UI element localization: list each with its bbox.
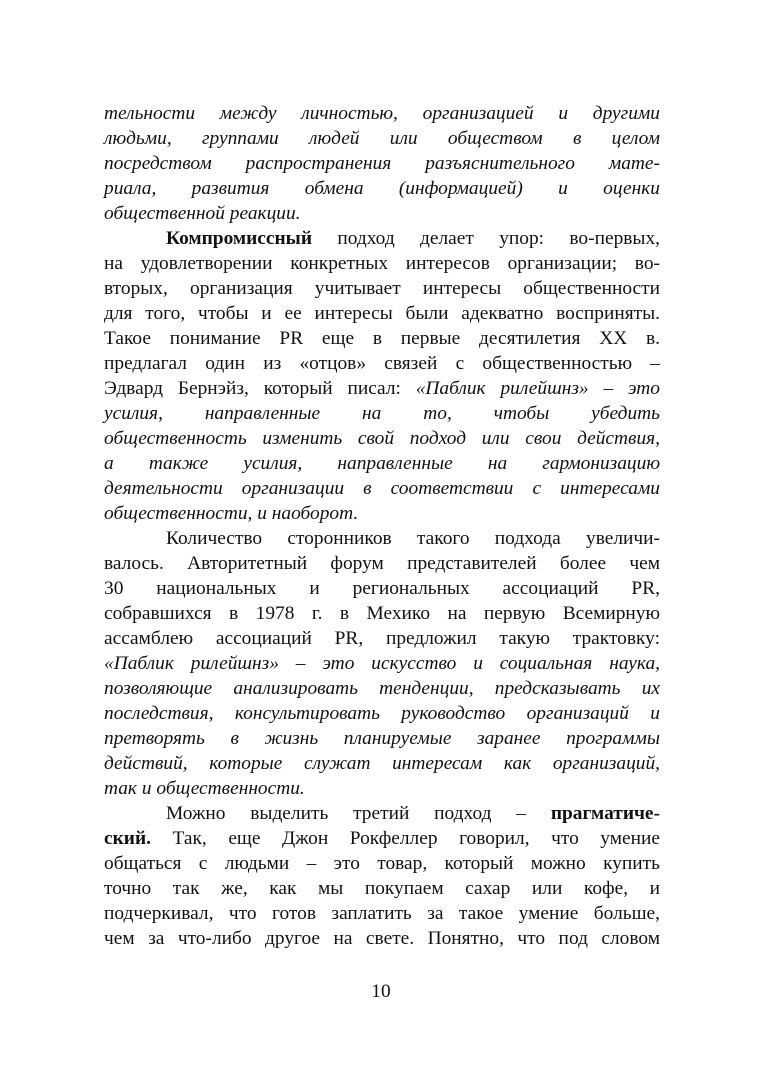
text-line xyxy=(104,826,660,851)
text-line: Количество сторонников такого подхода увеличи- xyxy=(166,528,660,549)
text-line: на удовлетворении конкретных интересов организации; во- xyxy=(104,253,660,274)
text-line: так и общественности. xyxy=(104,778,305,799)
text-line: а также усилия, направленные на гармонизацию xyxy=(104,453,660,474)
page-body xyxy=(104,101,660,951)
text-line: ассамблею ассоциаций PR, предложил такую трактовку: xyxy=(104,628,660,649)
paragraph xyxy=(104,226,660,526)
text-line: чем за что-либо другое на свете. Понятно, что под словом xyxy=(104,928,660,949)
text-line: деятельности организации в соответствии с интересами xyxy=(104,478,660,499)
text-line: последствия, консультировать руководство организаций и xyxy=(104,703,660,724)
text-line: общественности, и наоборот. xyxy=(104,503,359,524)
text-span: подход делает упор: во-первых, xyxy=(312,228,660,249)
text-line: усилия, направленные на то, чтобы убедить xyxy=(104,403,660,424)
text-line: Такое понимание PR еще в первые десятилетия XX в. xyxy=(104,328,660,349)
text-span: Эдвард Бернэйз, который писал: xyxy=(104,378,416,399)
text-line: валось. Авторитетный форум представителей более чем xyxy=(104,553,660,574)
text-line: претворять в жизнь планируемые заранее программы xyxy=(104,728,660,749)
paragraph xyxy=(104,101,660,226)
bold-term: Компромиссный xyxy=(166,228,312,249)
text-line xyxy=(104,376,660,401)
text-line: предлагал один из «отцов» связей с общественностью – xyxy=(104,353,660,374)
text-line: общественной реакции. xyxy=(104,203,301,224)
text-line: подчеркивал, что готов заплатить за такое умение больше, xyxy=(104,903,660,924)
text-line: 30 национальных и региональных ассоциаций PR, xyxy=(104,578,660,599)
bold-term: ский. xyxy=(104,828,151,849)
paragraph xyxy=(104,526,660,801)
text-span: Можно выделить третий подход – xyxy=(166,803,551,824)
text-line: общественность изменить свой подход или свои действия, xyxy=(104,428,660,449)
text-line xyxy=(104,226,660,251)
page-number: 10 xyxy=(371,981,391,1002)
text-line: для того, чтобы и ее интересы были адекватно восприняты. xyxy=(104,303,660,324)
text-line: людьми, группами людей или обществом в целом xyxy=(104,128,660,149)
text-line: тельности между личностью, организацией и другими xyxy=(104,103,660,124)
text-line: позволяющие анализировать тенденции, предсказывать их xyxy=(104,678,660,699)
paragraph xyxy=(104,801,660,951)
text-line xyxy=(104,801,660,826)
text-span: «Паблик рилейшнз» – это xyxy=(415,378,660,399)
text-line: риала, развития обмена (информацией) и оценки xyxy=(104,178,660,199)
text-line: вторых, организация учитывает интересы общественности xyxy=(104,278,660,299)
text-line: посредством распространения разъяснительного мате- xyxy=(104,153,660,174)
text-line: «Паблик рилейшнз» – это искусство и социальная наука, xyxy=(104,653,660,674)
text-line: общаться с людьми – это товар, который можно купить xyxy=(104,853,660,874)
text-span: Так, еще Джон Рокфеллер говорил, что умение xyxy=(150,828,660,849)
text-line: действий, которые служат интересам как организаций, xyxy=(104,753,660,774)
text-line: точно так же, как мы покупаем сахар или кофе, и xyxy=(104,878,660,899)
bold-term: прагматиче- xyxy=(550,803,660,824)
text-line: собравшихся в 1978 г. в Мехико на первую Всемирную xyxy=(104,603,660,624)
